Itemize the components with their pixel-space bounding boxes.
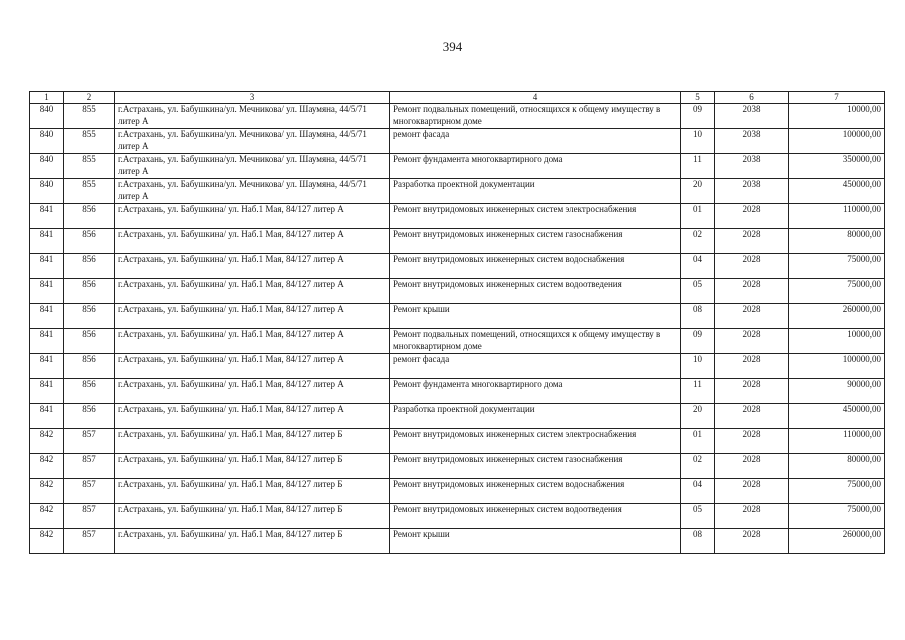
amount-cell: 100000,00: [789, 354, 885, 379]
row-number-cell: 841: [30, 304, 64, 329]
address-cell: г.Астрахань, ул. Бабушкина/ ул. Наб.1 Мая, 84/127 литер Б: [115, 429, 390, 454]
amount-cell: 110000,00: [789, 204, 885, 229]
address-cell: г.Астрахань, ул. Бабушкина/ ул. Наб.1 Мая, 84/127 литер А: [115, 254, 390, 279]
amount-cell: 260000,00: [789, 304, 885, 329]
year-cell: 2028: [715, 479, 789, 504]
address-cell: г.Астрахань, ул. Бабушкина/ ул. Наб.1 Мая, 84/127 литер А: [115, 404, 390, 429]
table-row: [30, 104, 885, 129]
object-number-cell: 856: [64, 304, 115, 329]
object-number-cell: 855: [64, 179, 115, 204]
page-number: 394: [442, 39, 463, 54]
year-cell: 2028: [715, 204, 789, 229]
address-cell: г.Астрахань, ул. Бабушкина/ ул. Наб.1 Мая, 84/127 литер Б: [115, 529, 390, 554]
table-row: [30, 304, 885, 329]
object-number-cell: 857: [64, 454, 115, 479]
work-code-cell: 01: [681, 429, 715, 454]
object-number-cell: 857: [64, 504, 115, 529]
year-cell: 2028: [715, 404, 789, 429]
address-cell: г.Астрахань, ул. Бабушкина/ ул. Наб.1 Мая, 84/127 литер А: [115, 304, 390, 329]
table-row: [30, 254, 885, 279]
address-cell: г.Астрахань, ул. Бабушкина/ул. Мечникова/ ул. Шаумяна, 44/5/71 литер А: [115, 129, 390, 154]
table-row: [30, 454, 885, 479]
work-code-cell: 04: [681, 479, 715, 504]
row-number-cell: 840: [30, 104, 64, 129]
row-number-cell: 842: [30, 454, 64, 479]
address-cell: г.Астрахань, ул. Бабушкина/ул. Мечникова/ ул. Шаумяна, 44/5/71 литер А: [115, 154, 390, 179]
row-number-cell: 840: [30, 129, 64, 154]
address-cell: г.Астрахань, ул. Бабушкина/ ул. Наб.1 Мая, 84/127 литер Б: [115, 454, 390, 479]
table-row: [30, 354, 885, 379]
object-number-cell: 856: [64, 329, 115, 354]
amount-cell: 10000,00: [789, 104, 885, 129]
amount-cell: 75000,00: [789, 479, 885, 504]
row-number-cell: 840: [30, 154, 64, 179]
amount-cell: 100000,00: [789, 129, 885, 154]
year-cell: 2038: [715, 129, 789, 154]
work-type-cell: Ремонт крыши: [390, 304, 681, 329]
table-header-row: [30, 92, 885, 104]
work-code-cell: 20: [681, 404, 715, 429]
work-code-cell: 05: [681, 504, 715, 529]
object-number-cell: 856: [64, 254, 115, 279]
table-row: [30, 504, 885, 529]
work-type-cell: ремонт фасада: [390, 129, 681, 154]
table-row: [30, 404, 885, 429]
object-number-cell: 857: [64, 479, 115, 504]
work-type-cell: Ремонт крыши: [390, 529, 681, 554]
column-header: 2: [64, 92, 115, 104]
object-number-cell: 855: [64, 129, 115, 154]
column-header: 1: [30, 92, 64, 104]
object-number-cell: 855: [64, 154, 115, 179]
row-number-cell: 841: [30, 379, 64, 404]
work-type-cell: Ремонт подвальных помещений, относящихся к общему имуществу в многоквартирном доме: [390, 104, 681, 129]
column-header: 4: [390, 92, 681, 104]
amount-cell: 450000,00: [789, 179, 885, 204]
work-type-cell: Разработка проектной документации: [390, 404, 681, 429]
row-number-cell: 841: [30, 329, 64, 354]
table-row: [30, 229, 885, 254]
work-code-cell: 10: [681, 354, 715, 379]
year-cell: 2028: [715, 454, 789, 479]
work-type-cell: Ремонт фундамента многоквартирного дома: [390, 154, 681, 179]
row-number-cell: 841: [30, 354, 64, 379]
work-code-cell: 08: [681, 529, 715, 554]
address-cell: г.Астрахань, ул. Бабушкина/ ул. Наб.1 Мая, 84/127 литер А: [115, 329, 390, 354]
amount-cell: 75000,00: [789, 254, 885, 279]
row-number-cell: 842: [30, 479, 64, 504]
row-number-cell: 841: [30, 204, 64, 229]
work-code-cell: 04: [681, 254, 715, 279]
amount-cell: 350000,00: [789, 154, 885, 179]
work-type-cell: Ремонт фундамента многоквартирного дома: [390, 379, 681, 404]
work-type-cell: Ремонт внутридомовых инженерных систем водоснабжения: [390, 254, 681, 279]
amount-cell: 110000,00: [789, 429, 885, 454]
work-type-cell: Разработка проектной документации: [390, 179, 681, 204]
work-code-cell: 09: [681, 104, 715, 129]
column-header: 6: [715, 92, 789, 104]
work-type-cell: Ремонт внутридомовых инженерных систем газоснабжения: [390, 454, 681, 479]
work-code-cell: 08: [681, 304, 715, 329]
amount-cell: 10000,00: [789, 329, 885, 354]
year-cell: 2028: [715, 279, 789, 304]
object-number-cell: 855: [64, 104, 115, 129]
address-cell: г.Астрахань, ул. Бабушкина/ ул. Наб.1 Мая, 84/127 литер А: [115, 379, 390, 404]
address-cell: г.Астрахань, ул. Бабушкина/ ул. Наб.1 Мая, 84/127 литер А: [115, 279, 390, 304]
amount-cell: 260000,00: [789, 529, 885, 554]
year-cell: 2028: [715, 429, 789, 454]
object-number-cell: 856: [64, 404, 115, 429]
table-row: [30, 529, 885, 554]
year-cell: 2028: [715, 329, 789, 354]
object-number-cell: 857: [64, 529, 115, 554]
row-number-cell: 842: [30, 429, 64, 454]
address-cell: г.Астрахань, ул. Бабушкина/ ул. Наб.1 Мая, 84/127 литер А: [115, 354, 390, 379]
year-cell: 2028: [715, 504, 789, 529]
row-number-cell: 841: [30, 404, 64, 429]
row-number-cell: 841: [30, 254, 64, 279]
work-code-cell: 20: [681, 179, 715, 204]
table-row: [30, 179, 885, 204]
object-number-cell: 856: [64, 229, 115, 254]
row-number-cell: 842: [30, 529, 64, 554]
row-number-cell: 842: [30, 504, 64, 529]
address-cell: г.Астрахань, ул. Бабушкина/ул. Мечникова/ ул. Шаумяна, 44/5/71 литер А: [115, 179, 390, 204]
year-cell: 2028: [715, 304, 789, 329]
table-row: [30, 379, 885, 404]
work-code-cell: 05: [681, 279, 715, 304]
year-cell: 2028: [715, 529, 789, 554]
address-cell: г.Астрахань, ул. Бабушкина/ ул. Наб.1 Мая, 84/127 литер Б: [115, 479, 390, 504]
table-row: [30, 204, 885, 229]
work-code-cell: 10: [681, 129, 715, 154]
work-code-cell: 11: [681, 379, 715, 404]
year-cell: 2038: [715, 154, 789, 179]
work-type-cell: ремонт фасада: [390, 354, 681, 379]
object-number-cell: 856: [64, 354, 115, 379]
address-cell: г.Астрахань, ул. Бабушкина/ул. Мечникова/ ул. Шаумяна, 44/5/71 литер А: [115, 104, 390, 129]
year-cell: 2028: [715, 229, 789, 254]
row-number-cell: 841: [30, 279, 64, 304]
year-cell: 2028: [715, 354, 789, 379]
table-row: [30, 129, 885, 154]
address-cell: г.Астрахань, ул. Бабушкина/ ул. Наб.1 Мая, 84/127 литер А: [115, 229, 390, 254]
amount-cell: 80000,00: [789, 454, 885, 479]
work-type-cell: Ремонт внутридомовых инженерных систем водоотведения: [390, 279, 681, 304]
work-type-cell: Ремонт внутридомовых инженерных систем электроснабжения: [390, 429, 681, 454]
row-number-cell: 841: [30, 229, 64, 254]
column-header: 3: [115, 92, 390, 104]
table-body: [30, 104, 885, 554]
column-header: 5: [681, 92, 715, 104]
work-type-cell: Ремонт внутридомовых инженерных систем электроснабжения: [390, 204, 681, 229]
year-cell: 2038: [715, 179, 789, 204]
amount-cell: 450000,00: [789, 404, 885, 429]
work-type-cell: Ремонт внутридомовых инженерных систем газоснабжения: [390, 229, 681, 254]
year-cell: 2028: [715, 379, 789, 404]
year-cell: 2038: [715, 104, 789, 129]
work-code-cell: 11: [681, 154, 715, 179]
repair-schedule-table: [29, 91, 885, 554]
work-code-cell: 02: [681, 229, 715, 254]
work-type-cell: Ремонт внутридомовых инженерных систем водоснабжения: [390, 479, 681, 504]
amount-cell: 75000,00: [789, 279, 885, 304]
row-number-cell: 840: [30, 179, 64, 204]
year-cell: 2028: [715, 254, 789, 279]
work-code-cell: 09: [681, 329, 715, 354]
amount-cell: 80000,00: [789, 229, 885, 254]
object-number-cell: 856: [64, 279, 115, 304]
work-code-cell: 01: [681, 204, 715, 229]
table-row: [30, 429, 885, 454]
object-number-cell: 856: [64, 204, 115, 229]
object-number-cell: 856: [64, 379, 115, 404]
object-number-cell: 857: [64, 429, 115, 454]
table-row: [30, 154, 885, 179]
address-cell: г.Астрахань, ул. Бабушкина/ ул. Наб.1 Мая, 84/127 литер Б: [115, 504, 390, 529]
amount-cell: 90000,00: [789, 379, 885, 404]
table-row: [30, 329, 885, 354]
table-row: [30, 279, 885, 304]
work-code-cell: 02: [681, 454, 715, 479]
table-row: [30, 479, 885, 504]
column-header: 7: [789, 92, 885, 104]
work-type-cell: Ремонт внутридомовых инженерных систем водоотведения: [390, 504, 681, 529]
work-type-cell: Ремонт подвальных помещений, относящихся к общему имуществу в многоквартирном доме: [390, 329, 681, 354]
amount-cell: 75000,00: [789, 504, 885, 529]
address-cell: г.Астрахань, ул. Бабушкина/ ул. Наб.1 Мая, 84/127 литер А: [115, 204, 390, 229]
